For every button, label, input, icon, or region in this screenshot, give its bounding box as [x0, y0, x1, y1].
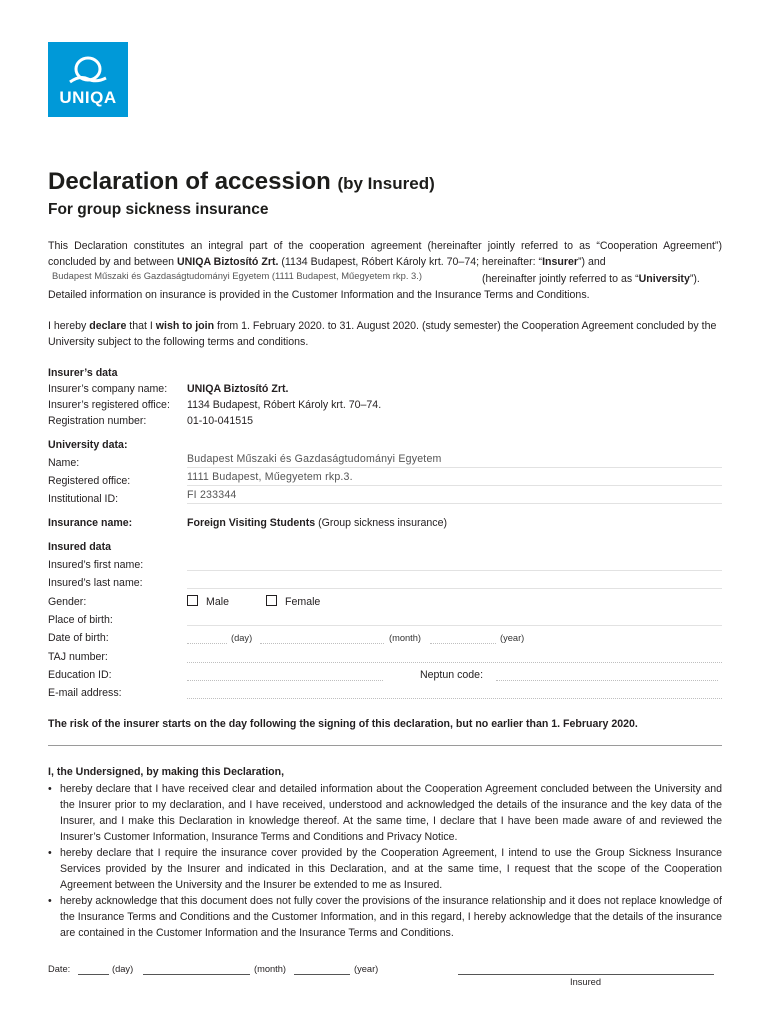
neptun-label: Neptun code:: [420, 669, 484, 681]
intro-insurer-name: UNIQA Biztosító Zrt.: [177, 256, 279, 268]
intro-line-3: Detailed information on insurance is provided in the Customer Information and the Insurance Terms and Conditions.: [48, 289, 590, 301]
undersigned-list: [48, 781, 722, 941]
footer-day-field[interactable]: [78, 974, 109, 975]
university-office-label: Registered office:: [48, 475, 131, 487]
intro-text-4: (hereinafter jointly referred to as “: [482, 273, 639, 285]
insurance-name-bold: Foreign Visiting Students: [187, 517, 316, 529]
signature-line[interactable]: [458, 974, 714, 975]
undersigned-heading: I, the Undersigned, by making this Declaration,: [48, 766, 285, 778]
university-fill-field[interactable]: Budapest Műszaki és Gazdaságtudományi Egyetem (1111 Budapest, Műegyetem rkp. 3.): [52, 270, 422, 281]
place-of-birth-field[interactable]: [187, 611, 722, 626]
first-name-label: Insured’s first name:: [48, 559, 144, 571]
insurance-name-rest: (Group sickness insurance): [318, 517, 448, 529]
email-field[interactable]: [187, 684, 722, 699]
declare-b1: declare: [89, 320, 127, 332]
last-name-label: Insured’s last name:: [48, 577, 143, 589]
male-checkbox[interactable]: [187, 595, 198, 606]
intro-text-2: (1134 Budapest, Róbert Károly krt. 70–74; hereinafter: “: [281, 256, 543, 268]
insurer-reg-label: Registration number:: [48, 415, 147, 427]
gender-male-option[interactable]: [187, 595, 229, 608]
dob-day-label: (day): [231, 633, 253, 643]
intro-paragraph: [48, 238, 722, 270]
intro-text-5: ”).: [689, 273, 700, 285]
insured-data-heading: Insured data: [48, 541, 111, 553]
logo-text: UNIQA: [59, 88, 117, 107]
gender-female-option[interactable]: [266, 595, 320, 608]
declare-t1: I hereby: [48, 320, 90, 332]
uniqa-logo-mark-icon: [48, 42, 128, 88]
dob-year-field[interactable]: [430, 629, 496, 644]
last-name-field[interactable]: [187, 574, 722, 589]
uniqa-logo: [48, 42, 128, 117]
insurer-company-label: Insurer’s company name:: [48, 383, 168, 395]
university-office-field[interactable]: 1111 Budapest, Műegyetem rkp.3.: [187, 471, 722, 486]
title-by: (by Insured): [337, 174, 435, 193]
page-subtitle: For group sickness insurance: [48, 201, 269, 218]
place-of-birth-label: Place of birth:: [48, 614, 113, 626]
university-name-field[interactable]: Budapest Műszaki és Gazdaságtudományi Egyetem: [187, 453, 722, 468]
intro-text-1: This Declaration constitutes an integral part of the cooperation agreement (hereinafter jointly referred to as “Cooperation Agreement”) concluded by and between: [48, 240, 722, 268]
dob-month-field[interactable]: [260, 629, 384, 644]
dob-day-field[interactable]: [187, 629, 227, 644]
dob-month-label: (month): [389, 633, 422, 643]
dob-label: Date of birth:: [48, 632, 109, 644]
university-data-heading: University data:: [48, 439, 128, 451]
dob-year-label: (year): [500, 633, 525, 643]
footer-year-label: (year): [354, 964, 379, 974]
insurer-office-value: 1134 Budapest, Róbert Károly krt. 70–74.: [187, 399, 382, 411]
insurer-reg-value: 01-10-041515: [187, 415, 253, 427]
declare-b2: wish to join: [155, 320, 215, 332]
university-id-label: Institutional ID:: [48, 493, 119, 505]
intro-text-3: ”) and: [577, 256, 606, 268]
insurance-name-label: Insurance name:: [48, 517, 133, 529]
footer-month-label: (month): [254, 964, 287, 974]
email-label: E-mail address:: [48, 687, 122, 699]
taj-field[interactable]: [187, 648, 722, 663]
divider: [48, 745, 722, 746]
insurer-office-label: Insurer’s registered office:: [48, 399, 170, 411]
undersigned-bullet-2: • hereby declare that I require the insurance cover provided by the Cooperation Agreement, I intend to use the Group Sickness Insurance Services provided by the Insurer and indicated in this Declaration, and at the same time, I request that the scope of the Cooperation Agreement between the University and the Insurer be extended to me as Insured.: [48, 845, 722, 893]
intro-university-tail: [482, 271, 700, 287]
gender-label: Gender:: [48, 596, 87, 608]
footer-date-label: Date:: [48, 964, 71, 974]
insurance-name-value: [187, 517, 447, 529]
first-name-field[interactable]: [187, 556, 722, 571]
female-label: Female: [285, 596, 321, 608]
taj-label: TAJ number:: [48, 651, 108, 663]
footer-month-field[interactable]: [143, 974, 250, 975]
undersigned-bullet-1: • hereby declare that I have received clear and detailed information about the Cooperation Agreement concluded between the University and the Insurer prior to my declaration, and I have received, understood and acknowledged the details of the insurance and the key data of the Insurer, and I make this Declaration in knowledge thereof. At the same time, I declare that I have been made aware of and reviewed the Insurer’s Customer Information, Insurance Terms and Conditions and Privacy Notice.: [48, 781, 722, 845]
female-checkbox[interactable]: [266, 595, 277, 606]
neptun-field[interactable]: [496, 666, 718, 681]
intro-insurer-word: Insurer: [542, 256, 578, 268]
declare-t2: that I: [126, 320, 156, 332]
footer-day-label: (day): [112, 964, 134, 974]
insurer-company-value: UNIQA Biztosító Zrt.: [187, 383, 289, 395]
education-id-field[interactable]: [187, 666, 383, 681]
footer-year-field[interactable]: [294, 974, 350, 975]
insurer-data-heading: Insurer’s data: [48, 367, 118, 379]
signature-insured-label: Insured: [570, 977, 602, 987]
risk-notice: The risk of the insurer starts on the day following the signing of this declaration, but no earlier than 1. February 2020.: [48, 718, 638, 730]
intro-university-word: University: [638, 273, 690, 285]
title-main: Declaration of accession: [48, 168, 331, 195]
page-title: [48, 168, 435, 196]
education-id-label: Education ID:: [48, 669, 112, 681]
declare-t3: from 1. February 2020. to 31. August 2020. (study semester) the Cooperation Agreement concluded by the University subject to the following terms and conditions.: [48, 320, 717, 348]
university-name-label: Name:: [48, 457, 80, 469]
university-id-field[interactable]: FI 233344: [187, 489, 722, 504]
undersigned-bullet-3: • hereby acknowledge that this document does not fully cover the provisions of the insurance relationship and it does not replace knowledge of the Insurance Terms and Conditions and the Customer Information, and in this regard, I hereby acknowledge that the details of the insurance are contained in the Customer Information and the Insurance Terms and Conditions.: [48, 893, 722, 941]
declare-paragraph: [48, 318, 728, 350]
male-label: Male: [206, 596, 229, 608]
